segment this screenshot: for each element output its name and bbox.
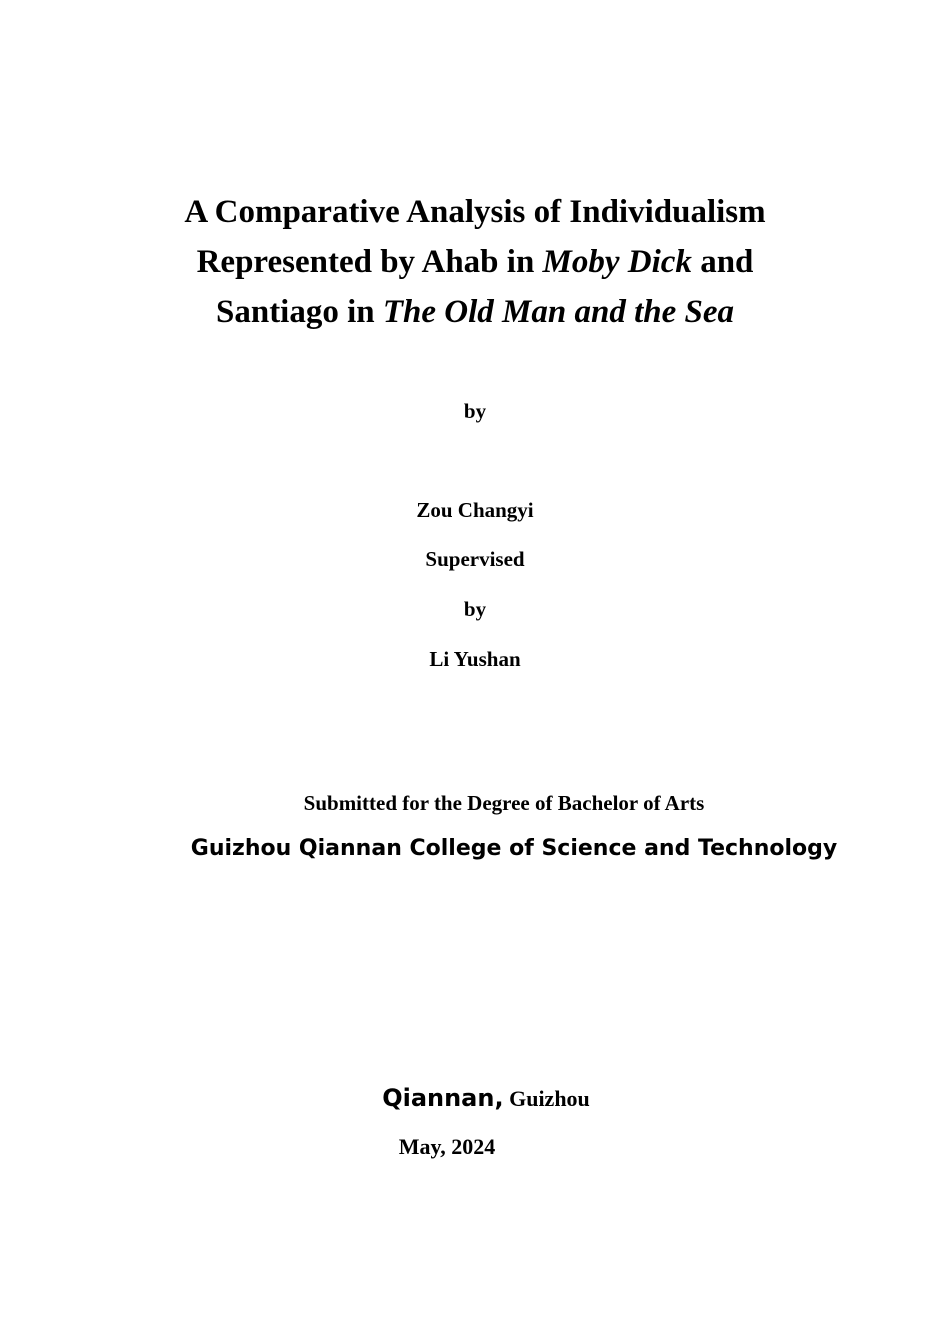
- degree-statement: Submitted for the Degree of Bachelor of Arts: [303, 791, 705, 815]
- title-line-3: [0, 287, 950, 337]
- title-line-1: A Comparative Analysis of Individualism: [184, 194, 766, 230]
- title-work-old-man-and-the-sea: The Old Man and the Sea: [382, 294, 734, 330]
- title-line-2-suffix: and: [691, 244, 754, 280]
- author-name: Zou Changyi: [416, 498, 534, 522]
- supervised-by-label: by: [463, 597, 487, 621]
- place-line: [11, 1082, 950, 1118]
- by-label: by: [463, 399, 487, 423]
- submission-date: May, 2024: [398, 1134, 496, 1159]
- title-work-moby-dick: Moby Dick: [542, 244, 692, 280]
- place-city: Qiannan,: [382, 1084, 504, 1112]
- supervisor-name: Li Yushan: [429, 647, 521, 671]
- title-line-2-prefix: Represented by Ahab in: [196, 244, 543, 280]
- supervised-label: Supervised: [425, 547, 525, 571]
- title-line-3-prefix: Santiago in: [215, 294, 383, 330]
- college-name: Guizhou Qiannan College of Science and Technology: [190, 836, 838, 861]
- title-line-2: [0, 237, 950, 287]
- place-province: Guizhou: [503, 1086, 590, 1111]
